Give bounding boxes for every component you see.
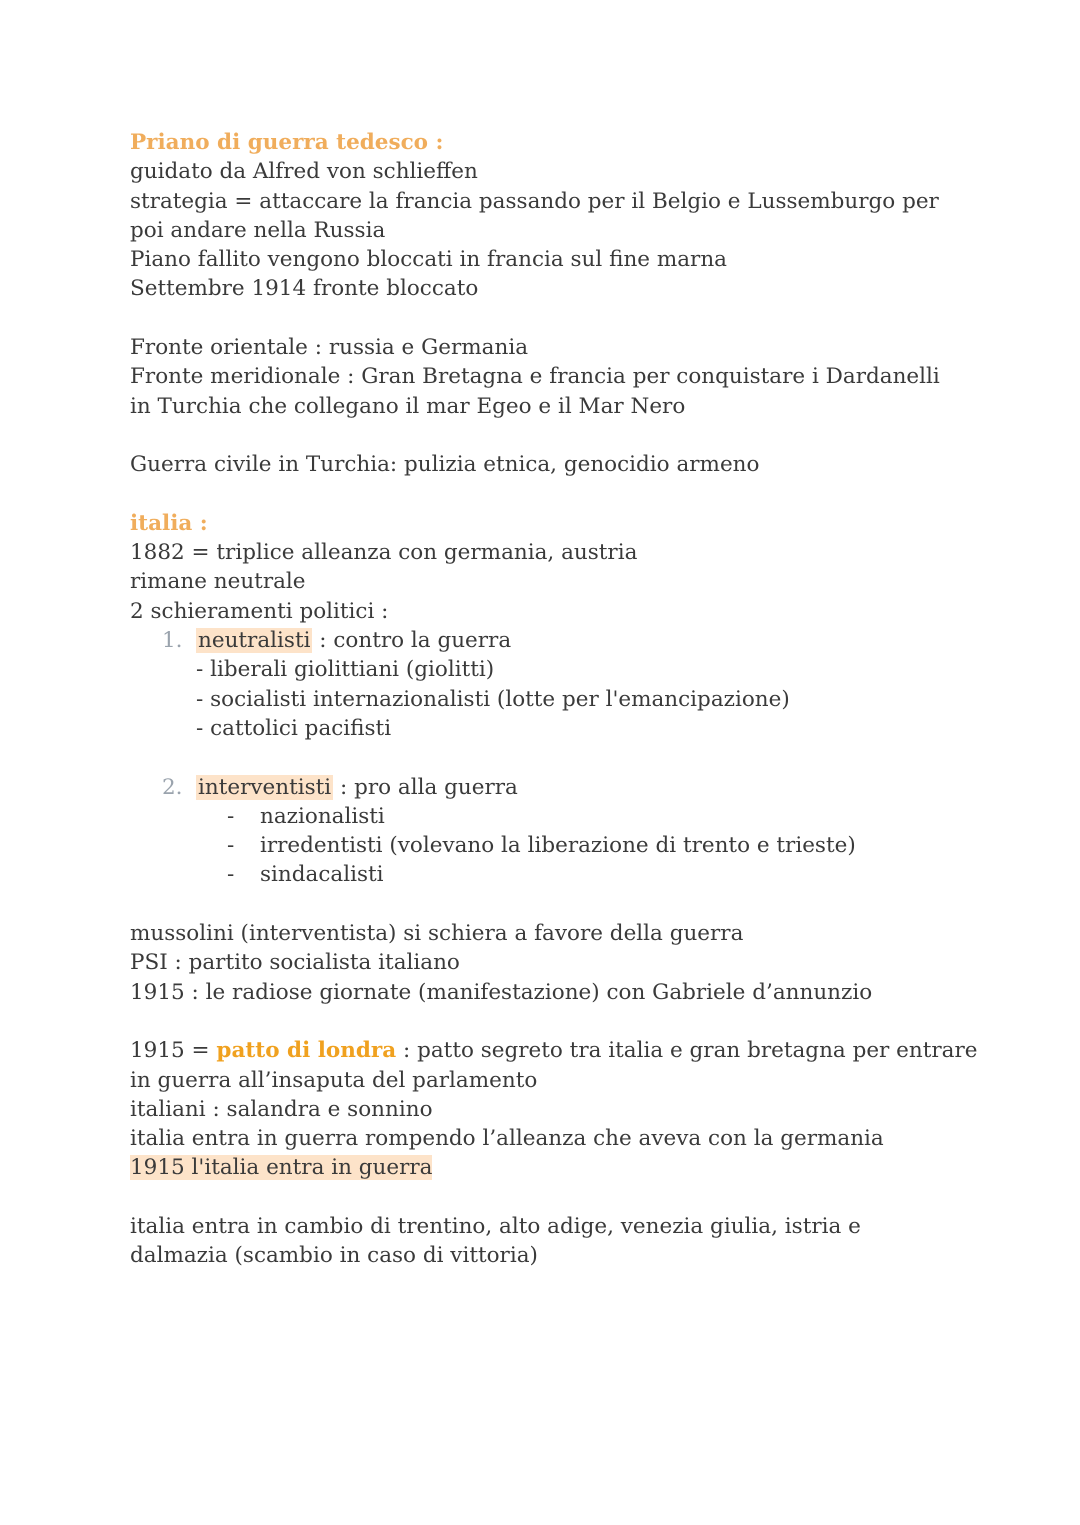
- sub-list-item: - liberali giolittiani (giolitti): [196, 657, 495, 683]
- text-suffix: : patto segreto tra italia e gran bretagna per entrare: [396, 1038, 978, 1064]
- text-line: strategia = attaccare la francia passando per il Belgio e Lussemburgo per: [130, 188, 939, 214]
- spacer: [130, 1007, 950, 1036]
- text-line: 1882 = triplice alleanza con germania, austria: [130, 540, 638, 566]
- sub-list-text: sindacalisti: [260, 862, 384, 888]
- text-line: guidato da Alfred von schlieffen: [130, 159, 478, 185]
- list-item-neutralisti: [130, 626, 950, 655]
- list-number: 2.: [162, 774, 183, 800]
- sub-list-item: [130, 831, 950, 860]
- text-line: italia entra in cambio di trentino, alto adige, venezia giulia, istria e: [130, 1213, 861, 1239]
- spacer: [130, 480, 950, 509]
- spacer: [130, 304, 950, 333]
- highlighted-line: 1915 l'italia entra in guerra: [130, 1155, 433, 1181]
- sub-list-item: [130, 802, 950, 831]
- bullet-dash: -: [227, 803, 235, 829]
- text-line: in guerra all’insaputa del parlamento: [130, 1067, 538, 1093]
- highlighted-term: neutralisti: [198, 628, 311, 654]
- text-line: dalmazia (scambio in caso di vittoria): [130, 1243, 538, 1269]
- sub-list-item: [130, 860, 950, 889]
- sub-list-item: - socialisti internazionalisti (lotte per l'emancipazione): [196, 686, 790, 712]
- bullet-dash: -: [227, 862, 235, 888]
- text-line: mussolini (interventista) si schiera a favore della guerra: [130, 921, 744, 947]
- text-line: rimane neutrale: [130, 569, 306, 595]
- spacer: [130, 421, 950, 450]
- text-line: Guerra civile in Turchia: pulizia etnica, genocidio armeno: [130, 452, 760, 478]
- spacer: [130, 1183, 950, 1212]
- list-item-text: : contro la guerra: [312, 628, 512, 654]
- list-item-interventisti: [130, 773, 950, 802]
- section-heading-italia: italia :: [130, 510, 208, 536]
- sub-list-item: - cattolici pacifisti: [196, 715, 392, 741]
- highlighted-line-wrapper: [130, 1153, 950, 1182]
- accent-term: patto di londra: [216, 1038, 397, 1064]
- text-line: poi andare nella Russia: [130, 217, 386, 243]
- text-line: Piano fallito vengono bloccati in francia sul fine marna: [130, 247, 728, 273]
- text-line: 1915 : le radiose giornate (manifestazione) con Gabriele d’annunzio: [130, 979, 873, 1005]
- text-line: Fronte meridionale : Gran Bretagna e francia per conquistare i Dardanelli: [130, 364, 940, 390]
- text-prefix: 1915 =: [130, 1038, 217, 1064]
- text-line: Fronte orientale : russia e Germania: [130, 335, 529, 361]
- text-line: Settembre 1914 fronte bloccato: [130, 276, 479, 302]
- text-line: PSI : partito socialista italiano: [130, 950, 460, 976]
- bullet-dash: -: [227, 833, 235, 859]
- text-line: 2 schieramenti politici :: [130, 598, 389, 624]
- highlighted-term: interventisti: [198, 774, 332, 800]
- spacer: [130, 743, 950, 772]
- text-line: in Turchia che collegano il mar Egeo e il Mar Nero: [130, 393, 686, 419]
- text-line: italiani : salandra e sonnino: [130, 1096, 433, 1122]
- section-heading-piano: Priano di guerra tedesco :: [130, 130, 444, 155]
- text-line-patto: [130, 1036, 978, 1065]
- text-line: italia entra in guerra rompendo l’alleanza che aveva con la germania: [130, 1126, 884, 1152]
- spacer: [130, 890, 950, 919]
- list-number: 1.: [162, 628, 183, 654]
- sub-list-text: irredentisti (volevano la liberazione di trento e trieste): [260, 833, 856, 859]
- list-item-text: : pro alla guerra: [333, 774, 518, 800]
- sub-list-text: nazionalisti: [260, 803, 385, 829]
